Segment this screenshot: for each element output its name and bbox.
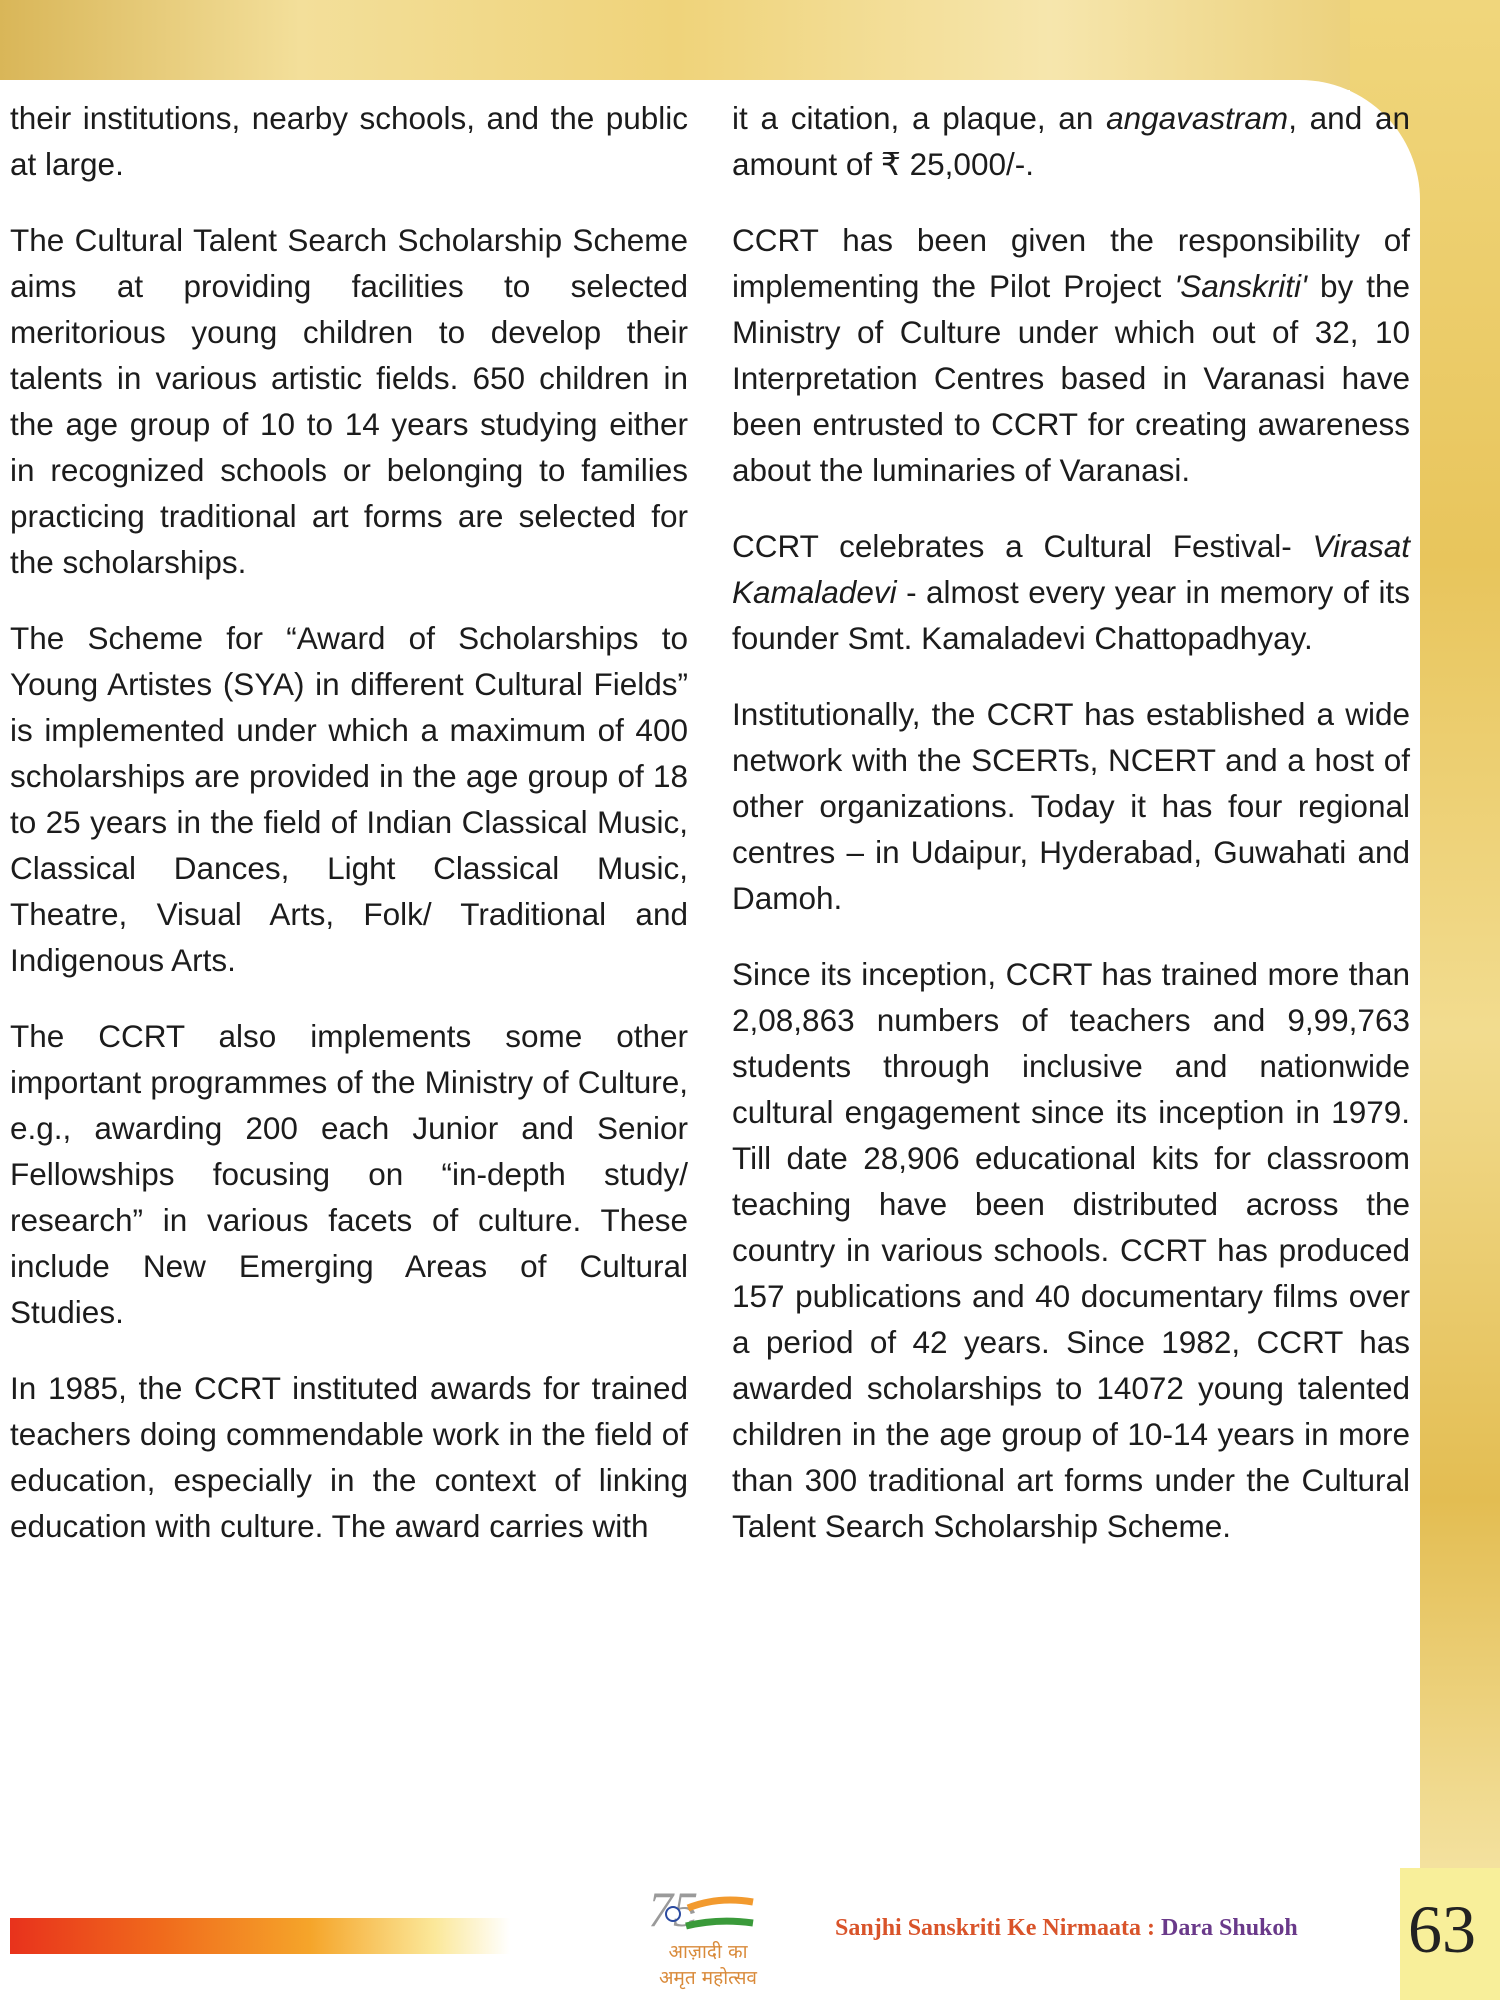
paragraph: CCRT has been given the responsibility of implementing the Pilot Project 'Sanskriti' by the Ministry of Culture under which out of 32, 10 Interpretation Centres based in Varanasi have been entrusted to CCRT for creating awareness about the luminaries of Varanasi. — [732, 222, 1411, 488]
paragraph: Since its inception, CCRT has trained more than 2,08,863 numbers of teachers and 9,99,763 students through inclusive and nationwide cultural engagement since its inception in 1979. Till date 28,906 educational kits for classroom teaching have been distributed across the country in various schools. CCRT has produced 157 publications and 40 documentary films over a period of 42 years. Since 1982, CCRT has awarded scholarships to 14072 young talented children in the age group of 10-14 years in more than 300 traditional art forms under the Cultural Talent Search Scholarship Scheme. — [732, 956, 1410, 1544]
paragraph: their institutions, nearby schools, and the public at large. — [10, 100, 688, 182]
azadi-ka-amrit-mahotsav-logo — [628, 1878, 788, 1990]
tricolor-75-icon — [628, 1878, 788, 1938]
decorative-border-top — [0, 0, 1500, 90]
paragraph: The Cultural Talent Search Scholarship Scheme aims at providing facilities to selected meritorious young children to develop their talents in various artistic fields. 650 children in the age group of 10 to 14 years studying either in recognized schools or belonging to families practicing traditional art forms are selected for the scholarships. — [10, 222, 688, 580]
footer-gradient-bar — [10, 1918, 510, 1954]
left-column — [10, 95, 688, 1579]
running-footer-title: Sanjhi Sanskriti Ke Nirmaata : Dara Shukoh — [835, 1915, 1298, 1941]
right-column — [732, 95, 1410, 1579]
logo-text-line-1: आज़ादी का — [668, 1941, 748, 1963]
paragraph: In 1985, the CCRT instituted awards for trained teachers doing commendable work in the field of education, especially in the context of linking education with culture. The award carries with — [10, 1370, 688, 1544]
svg-text:75: 75 — [648, 1881, 698, 1937]
paragraph: The Scheme for “Award of Scholarships to Young Artistes (SYA) in different Cultural Fields” is implemented under which a maximum of 400 scholarships are provided in the age group of 18 to 25 years in the field of Indian Classical Music, Classical Dances, Light Classical Music, Theatre, Visual Arts, Folk/ Traditional and Indigenous Arts. — [10, 620, 688, 978]
paragraph: Institutionally, the CCRT has established a wide network with the SCERTs, NCERT and a host of other organizations. Today it has four regional centres – in Udaipur, Hyderabad, Guwahati and Damoh. — [732, 696, 1410, 916]
logo-text-line-2: अमृत महोत्सव — [659, 1967, 757, 1989]
page-number: 63 — [1408, 1891, 1476, 1967]
paragraph: The CCRT also implements some other important programmes of the Ministry of Culture, e.g., awarding 200 each Junior and Senior Fellowships focusing on “in-depth study/ research” in various facets of culture. These include New Emerging Areas of Cultural Studies. — [10, 1018, 688, 1330]
paragraph: it a citation, a plaque, an angavastram, and an amount of ₹ 25,000/-. — [732, 100, 1410, 182]
paragraph: CCRT celebrates a Cultural Festival- Virasat Kamaladevi - almost every year in memory of its founder Smt. Kamaladevi Chattopadhyay. — [732, 528, 1410, 656]
footer-author: Dara Shukoh — [1161, 1915, 1298, 1941]
